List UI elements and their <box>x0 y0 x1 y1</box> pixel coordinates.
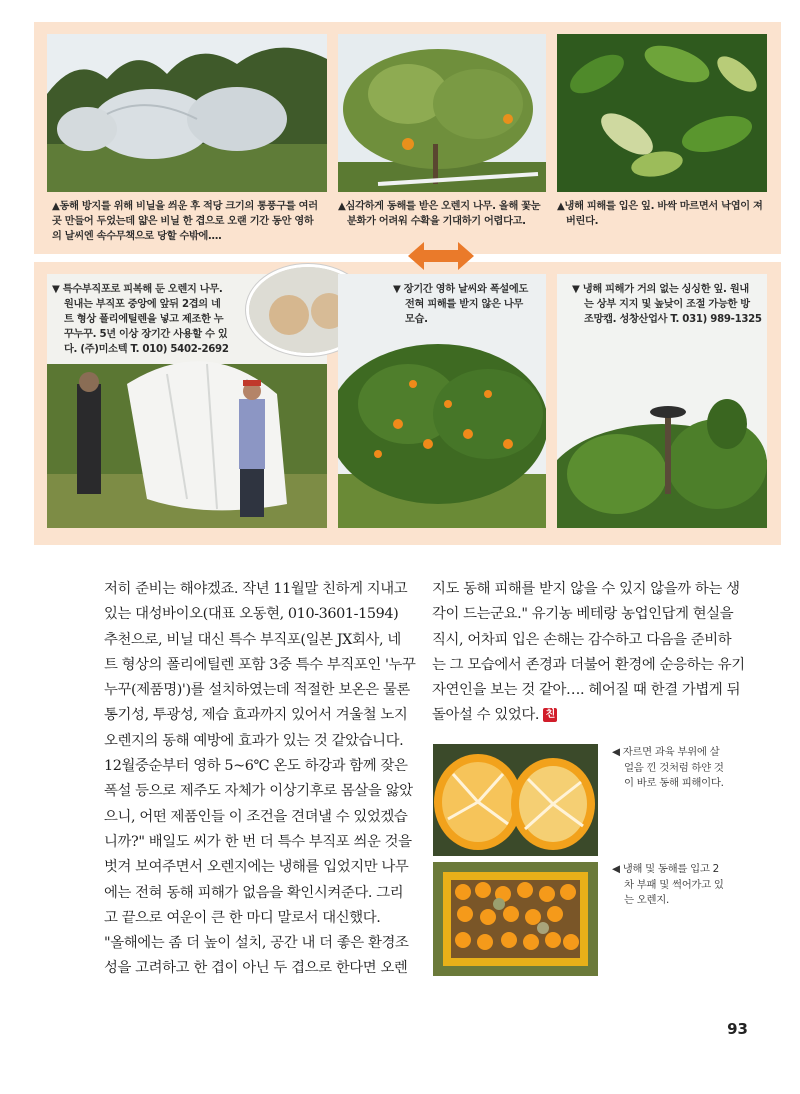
caption-crate-oranges: ◀ 냉해 및 동해를 입고 2 차 부패 및 썩어가고 있 는 오렌지. <box>612 863 724 907</box>
caption-fabric-cover: ▼ 특수부직포로 피복해 둔 오렌지 나무. 원내는 부직포 중앙에 앞뒤 2겹의 네 트 형상 폴리에틸렌을 넣고 제조한 누 꾸누꾸. 5년 이상 장기간 사용할 수 있 다. (주)미소텍 T. 010) 5402-2692 <box>52 284 229 355</box>
article-right-column: 지도 동해 피해를 받지 않을 수 있지 않을까 하는 생 각이 드는군요." 유기농 베테랑 농업인답게 현실을 직시, 어차피 입은 손해는 감수하고 다음을 준비하 는 그 모습에서 존경과 더불어 환경에 순응하는 유기 자연인을 보는 것 같아…. 헤어질 때 한결 가볍게 뒤 돌아설 수 있었다. 친 <box>432 581 745 724</box>
caption-healthy-leaves: ▼ 냉해 피해가 거의 없는 싱싱한 잎. 원내 는 상부 지지 및 높낮이 조절 가능한 방 조망캡. 성창산업사 T. 031) 989-1325 <box>572 284 762 325</box>
caption-cut-orange: ◀ 자르면 과육 부위에 살 얼음 낀 것처럼 하얀 것 이 바로 동해 피해이다. <box>612 746 724 790</box>
photo-damaged-leaves <box>557 34 767 192</box>
caption-damaged-tree: ▲심각하게 동해를 받은 오렌지 나무. 올해 꽃눈 분화가 어려워 수확을 기대하기 어렵다고. <box>338 201 541 227</box>
magazine-end-logo: 친 <box>543 708 557 722</box>
caption-damaged-leaves: ▲냉해 피해를 입은 잎. 바싹 마르면서 낙엽이 져 버린다. <box>557 201 763 227</box>
page-number: 93 <box>727 1020 748 1038</box>
photo-cut-orange <box>433 744 598 856</box>
double-arrow-icon <box>408 240 474 272</box>
caption-covered-trees: ▲동해 방지를 위해 비닐을 씌운 후 적당 크기의 통풍구를 여러 곳 만들어 두었는데 얇은 비닐 한 겹으로 오랜 기간 동안 영하 의 날씨엔 속수무책으로 당할 수밖에…. <box>52 201 318 242</box>
photo-crate-oranges <box>433 862 598 976</box>
photo-damaged-tree <box>338 34 546 192</box>
article-left-column: 저히 준비는 해야겠죠. 작년 11월말 친하게 지내고 있는 대성바이오(대표 오동현, 010-3601-1594) 추천으로, 비닐 대신 특수 부직포(일본 JX회사, 네 트 형상의 폴리에틸렌 포함 3중 특수 부직포인 '누꾸 누꾸(제품명)')를 설치하였는데 적절한 보온은 물론 통기성, 투광성, 제습 효과까지 있어서 겨울철 노지 오렌지의 동해 예방에 효과가 있는 것 같았습니다. 12월중순부터 영하 5~6℃ 온도 하강과 함께 잦은 폭설 등으로 제주도 자체가 이상기후로 몸살을 앓았 으니, 어떤 제품인들 이 조건을 견뎌낼 수 있었겠습 니까?" 배일도 씨가 한 번 더 특수 부직포 씌운 것을 벗겨 보여주면서 오렌지에는 냉해를 입었지만 나무 에는 전혀 동해 피해가 없음을 확인시켜준다. 그리 고 끝으로 여운이 큰 한 마디 말로서 대신했다. "올해에는 좀 더 높이 설치, 공간 내 더 좋은 환경조 성을 고려하고 한 겹이 아닌 두 겹으로 한다면 오렌 <box>104 581 416 977</box>
photo-covered-trees <box>47 34 327 192</box>
caption-healthy-tree: ▼ 장기간 영하 날씨와 폭설에도 전혀 피해를 받지 않은 나무 모습. <box>393 284 529 325</box>
